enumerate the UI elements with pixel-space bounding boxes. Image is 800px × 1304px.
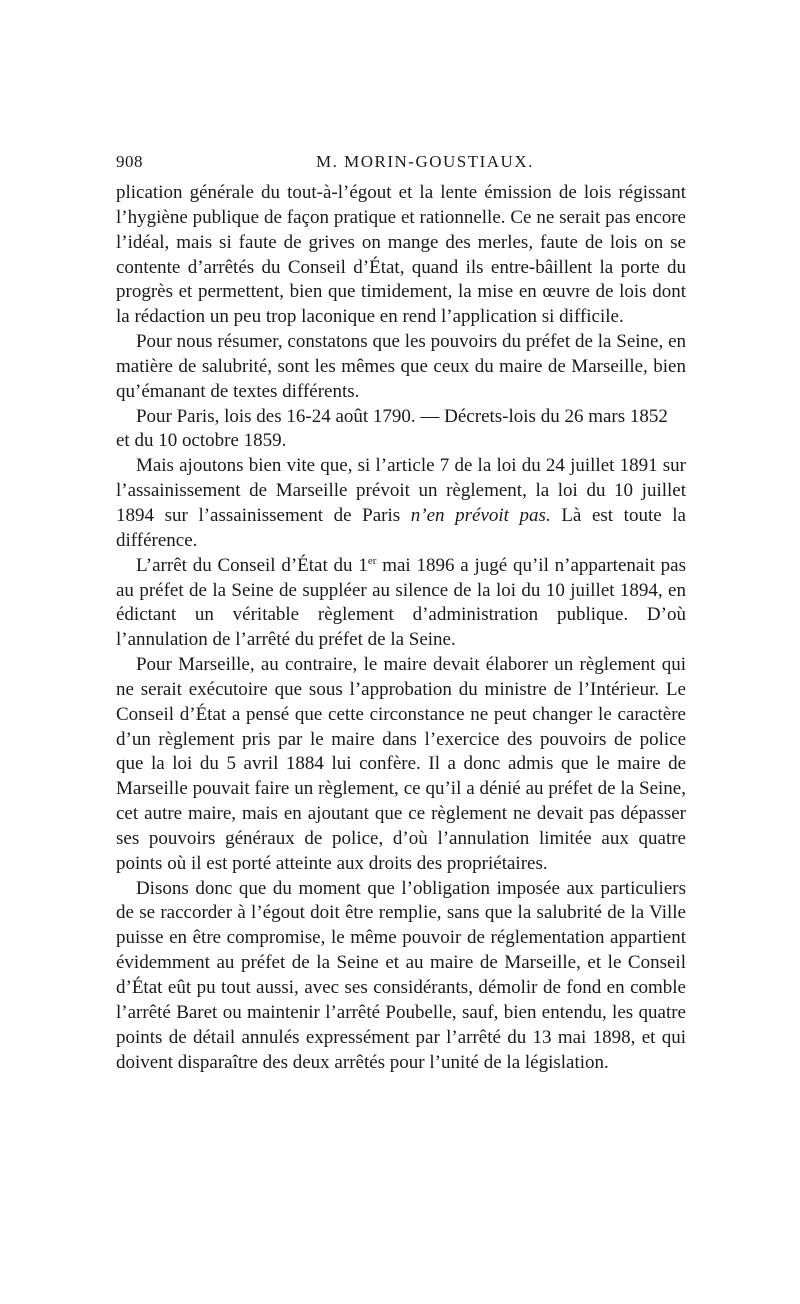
ordinal-superscript: er [367,554,377,567]
paragraph-difference [116,454,686,553]
paragraph-difference-text-start: Mais ajoutons bien vite que, si l’article 7 de la loi du 24 juillet 1891 sur l’assainissement de Marseille prévoit un règlement, la loi du 10 juillet 1894 sur l’assainissement de Paris [116,455,686,526]
italic-emphasis: n’en prévoit pas. [410,504,551,526]
paragraph-conseil-text-end: mai 1896 a jugé qu’il n’appartenait pas au préfet de la Seine de suppléer au silence de la loi du 10 juillet 1894, en édictant un véritable règlement d’administration publique. D’où l’annulation de l’arrêté du préfet de la Seine. [116,554,686,651]
paragraph-conseil-arret [116,554,686,653]
paragraph-marseille: Pour Marseille, au contraire, le maire devait élaborer un règlement qui ne serait exécutoire que sous l’approbation du ministre de l’Intérieur. Le Conseil d’État a pensé que cette circonstance ne peut changer le caractère d’un règlement pris par le maire dans l’exercice des pouvoirs de police que la loi du 5 avril 1884 lui confère. Il a donc admis que le maire de Marseille pouvait faire un règlement, ce qu’il a dénié au préfet de la Seine, cet autre maire, mais en ajoutant que ce règlement ne devait pas dépasser ses pouvoirs généraux de police, d’où l’annulation limitée aux quatre points où il est porté atteinte aux droits des propriétaires. [116,654,686,874]
paragraph-difference-text-end: Là est toute la différence. [116,504,686,551]
page-number: 908 [116,152,143,171]
paragraph-conseil-text-start: L’arrêt du Conseil d’État du 1 [135,554,368,576]
paragraph-conclusion: Disons donc que du moment que l’obligation imposée aux particuliers de se raccorder à l’égout doit être remplie, sans que la salubrité de la Ville puisse en être compromise, le même pouvoir de réglementation appartient évidemment au préfet de la Seine et au maire de Marseille, et le Conseil d’État eût pu tout aussi, avec ses considérants, démolir de fond en comble l’arrêté Baret ou maintenir l’arrêté Poubelle, sauf, bien entendu, les quatre points de détail annulés expressément par l’arrêté du 13 mai 1898, et qui doivent disparaître des deux arrêtés pour l’unité de la législation. [116,877,686,1073]
paragraph-summary: Pour nous résumer, constatons que les pouvoirs du préfet de la Seine, en matière de salubrité, sont les mêmes que ceux du maire de Marseille, bien qu’émanant de textes différents. [116,331,686,402]
running-title: M. MORIN-GOUSTIAUX. [316,152,534,171]
paragraph-continued-from-previous-page: plication générale du tout-à-l’égout et la lente émission de lois régissant l’hygiène publique de façon pratique et rationnelle. Ce ne serait pas encore l’idéal, mais si faute de grives on mange des merles, faute de lois on se contente d’arrêtés du Conseil d’État, quand ils entre-bâillent la porte du progrès et permettent, bien que timidement, la mise en œuvre de lois dont la rédaction un peu trop laconique en rend l’application si difficile. [116,182,686,328]
body-text [116,181,686,1075]
paragraph-paris-laws: Pour Paris, lois des 16-24 août 1790. — Décrets-lois du 26 mars 1852 et du 10 octobre 1859. [116,405,668,452]
running-head [116,152,686,174]
